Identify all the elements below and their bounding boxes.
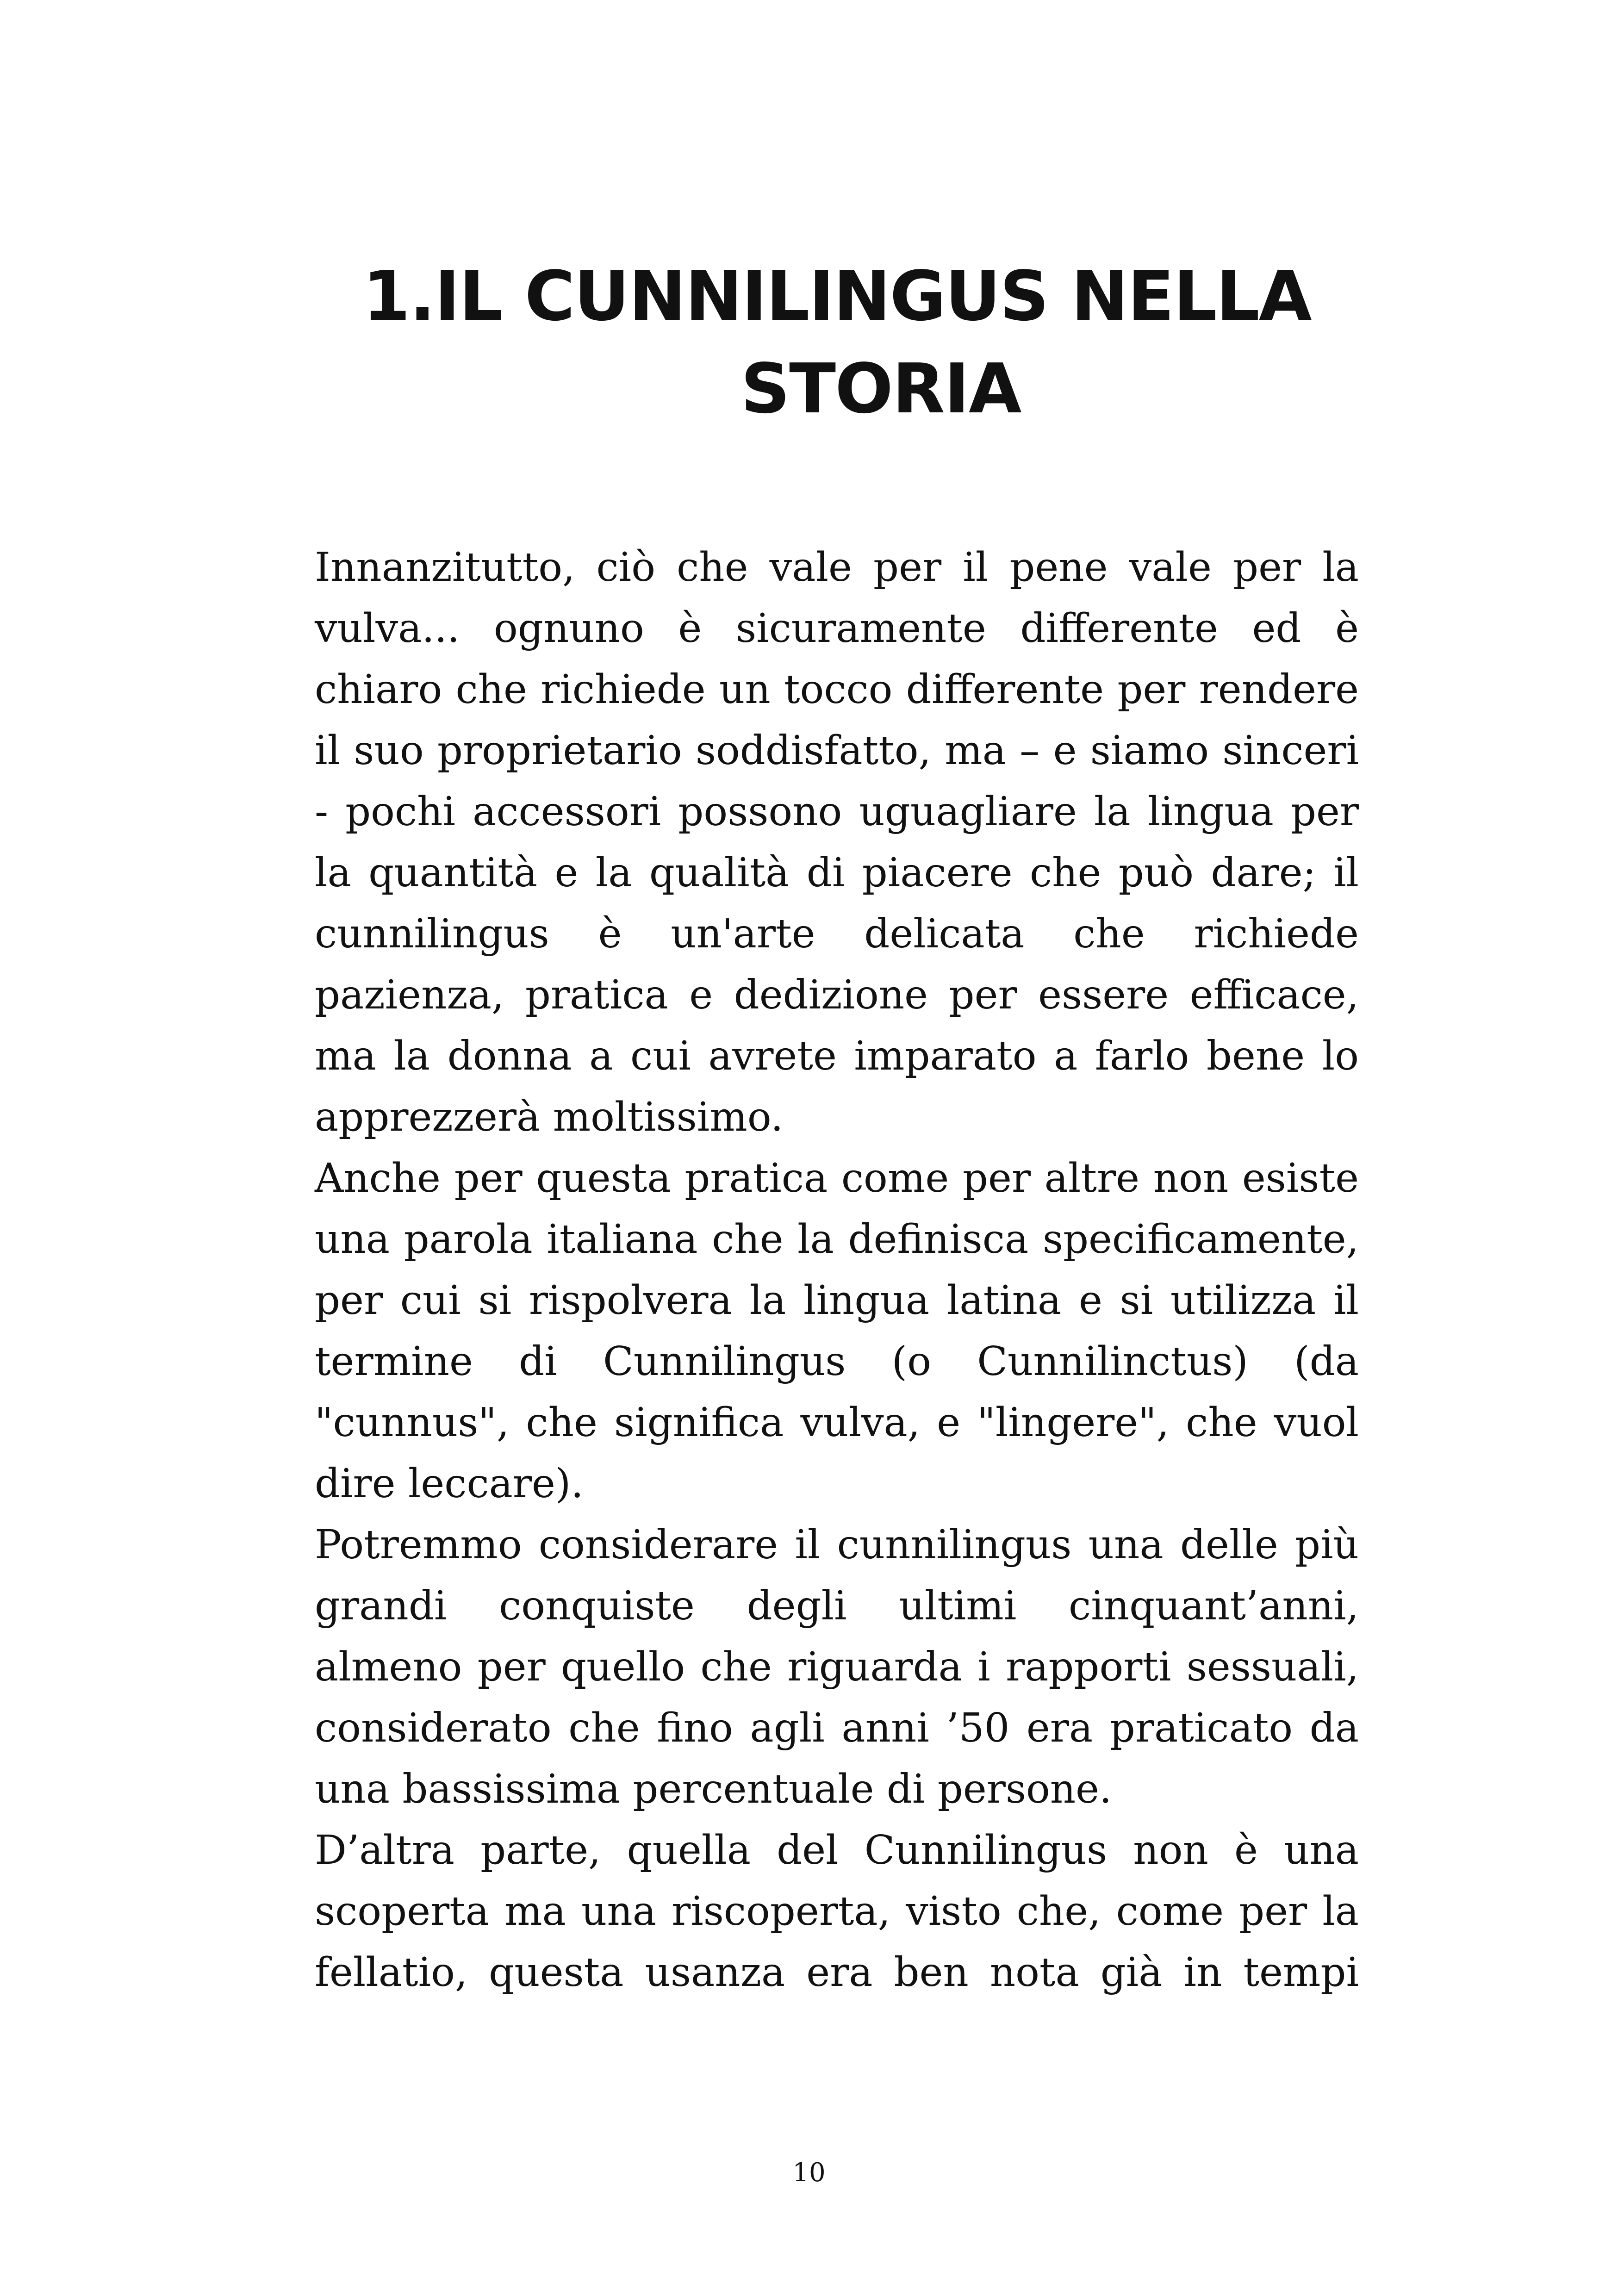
paragraph-rediscovery: D’altra parte, quella del Cunnilingus non è una scoperta ma una riscoperta, visto che, come per la fellatio, questa usanza era ben nota già in tempi	[315, 1827, 1359, 1996]
chapter-title-line-2: STORIA	[741, 349, 1021, 429]
page-number: 10	[792, 2158, 826, 2188]
chapter-title-line-1: 1.IL CUNNILINGUS NELLA	[362, 256, 1311, 336]
paragraph-etymology: Anche per questa pratica come per altre non esiste una parola italiana che la definisca specificamente, per cui si rispolvera la lingua latina e si utilizza il termine di Cunnilingus (o Cunnilinctus) (da "cunnus", che significa vulva, e "lingere", che vuol dire leccare).	[315, 1155, 1359, 1507]
body-text	[315, 537, 1359, 2003]
chapter-title	[315, 250, 1359, 435]
paragraph-modern-history: Potremmo considerare il cunnilingus una delle più grandi conquiste degli ultimi cinquant’anni, almeno per quello che riguarda i rapporti sessuali, considerato che fino agli anni ’50 era praticato da una bassissima percentuale di persone.	[315, 1522, 1359, 1812]
paragraph-introduction: Innanzitutto, ciò che vale per il pene vale per la vulva... ognuno è sicuramente differente ed è chiaro che richiede un tocco differente per rendere il suo proprietario soddisfatto, ma – e siamo sinceri - pochi accessori possono uguagliare la lingua per la quantità e la qualità di piacere che può dare; il cunnilingus è un'arte delicata che richiede pazienza, pratica e dedizione per essere efficace, ma la donna a cui avrete imparato a farlo bene lo apprezzerà moltissimo.	[315, 544, 1359, 1140]
